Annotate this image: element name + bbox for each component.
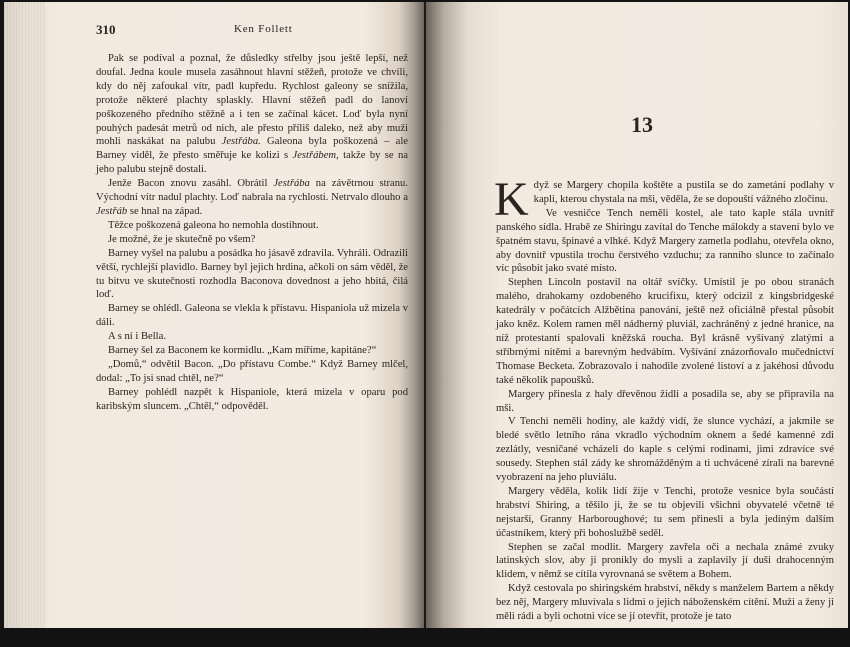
italic-ship-name: Jestřába. bbox=[221, 136, 261, 148]
paragraph bbox=[96, 344, 408, 358]
left-body-text bbox=[96, 52, 408, 414]
text-run: Margery přinesla z haly dřevěnou židli a posadila se, aby se připravila na mši. bbox=[496, 388, 834, 414]
right-body-text bbox=[494, 173, 834, 624]
open-book bbox=[4, 2, 848, 638]
running-head-author: Ken Follett bbox=[234, 23, 293, 35]
paragraph bbox=[496, 485, 834, 541]
text-run: Stephen Lincoln postavil na oltář svíčky. Umístil je po obou stranách malého, drahokamy ozdobeného krucifixu, který odcizil z kingsbridgeské katedrály v počátcích Alžbětina panování, ještě než oficiálně přestal působit jako kněz. Kolem ramen měl nádherný pluviál, zachráněný z jedné hranice, na níž protestanti spalovali kněžská roucha. Byl krásně vyšívaný zlatými a stříbrnými nitěmi a barevným hedvábím. Vyšívání znázorňovalo mučednictví Thomase Becketa. Zobrazovalo i nahodile zvolené listoví a z jakéhosi důvodu také několik papoušků. bbox=[496, 277, 834, 386]
text-run: V Tenchi neměli hodiny, ale každý vidí, že slunce vychází, a jakmile se bledé světlo letního rána vkradlo východním oknem a šedé kamenné zdi zezlátly, vesničané vcházeli do kaple s celými rodinami, jimi zdravíce své sousedy. Stephen stál zády ke shromážděným a ti uchvácené zírali na barevné vyobrazení na jeho pluviálu. bbox=[496, 416, 834, 484]
text-run: dyž se Margery chopila koštěte a pustila se do zametání podlahy v kapli, kterou chystala na mši, věděla, že se dopouští vážného zločinu. bbox=[533, 180, 834, 205]
text-run: Barney pohlédl nazpět k Hispaniole, která mizela v oparu pod karibským sluncem. „Chtěl,“ odpověděl. bbox=[96, 386, 408, 412]
paragraph bbox=[96, 330, 408, 344]
text-run: Je možné, že je skutečně po všem? bbox=[108, 233, 256, 245]
paragraph bbox=[96, 177, 408, 219]
paragraph bbox=[96, 219, 408, 233]
text-run: Barney se ohlédl. Galeona se vlekla k přístavu. Hispaniola už mizela v dáli. bbox=[96, 303, 408, 329]
page-edges bbox=[4, 2, 46, 638]
text-run: Barney šel za Baconem ke kormidlu. „Kam míříme, kapitáne?“ bbox=[108, 345, 377, 357]
bottom-shadow bbox=[0, 628, 850, 647]
text-run: takže by se na jeho palubu stejně dostali. bbox=[96, 150, 408, 176]
paragraph bbox=[96, 247, 408, 303]
paragraph bbox=[96, 386, 408, 414]
text-run: Barney vyšel na palubu a posádka ho jásavě zdravila. Vyhráli. Odrazili větší, rychlejší plavidlo. Barney byl jejich hrdina, ačkoli on sám věděl, že tu bitvu ve skutečnosti rozhodla Baconova dovednost a jeho hbitá, čilá loď. bbox=[96, 247, 408, 301]
paragraph bbox=[96, 233, 408, 247]
drop-cap: K bbox=[494, 173, 529, 226]
text-run: Galeona byla poškozená – ale Barney viděl, že přesto směřuje ke kolizi s bbox=[96, 136, 408, 162]
paragraph bbox=[496, 388, 834, 416]
text-run: Ve vesničce Tench neměli kostel, ale tato kaple stála uvnitř panského sídla. Hrabě ze Shiringu zavítal do Tenche málokdy a stavení bylo ve špatném stavu, špinavé a vlhké. Když Margery zametla podlahu, otevřela okno, aby dovnitř vpustila trochu čerstvého vzduchu; za ranního slunce to začínalo víc působit jako svaté místo. bbox=[496, 207, 834, 275]
paragraph bbox=[96, 302, 408, 330]
paragraph bbox=[496, 207, 834, 277]
text-run: Když cestovala po shiringském hrabství, někdy s manželem Bartem a někdy bez něj, Margery mluvívala s lidmi o jejich náboženském cítění. Muži a ženy ji měli rádi a byli ochotni více se jí otevřít, protože je tato bbox=[496, 583, 834, 623]
text-run: Jenže Bacon znovu zasáhl. Obrátil bbox=[108, 178, 274, 190]
text-run: se hnal na západ. bbox=[127, 205, 203, 217]
paragraph bbox=[496, 276, 834, 387]
paragraph bbox=[96, 52, 408, 177]
page-number: 310 bbox=[96, 22, 116, 37]
text-run: Pak se podíval a poznal, že důsledky střelby jsou ještě lepší, než doufal. Jedna koule musela zasáhnout hlavní stěžeň, protože ve chvíli, kdy do něj zafoukal vítr, padl kupředu. Rychlost galeony se snížila, protože některé plachty splaskly. Hlavní stěžeň padl do lanoví poškozeného předního stěžně a i ten se začínal kácet. Loď byla nyní pouhých padesát metrů od nich, ale přesto příliš daleko, než aby muži mohli naskákat na palubu bbox=[96, 53, 408, 148]
paragraph bbox=[496, 541, 834, 583]
text-run: A s ní i Bella. bbox=[108, 331, 166, 343]
text-run: Stephen se začal modlit. Margery zavřela oči a nechala známé zvuky latinských slov, aby jí pronikly do mysli a zaplavily jí duši drahocenným klidem, v němž se cítila vyrovnaná se světem a Bohem. bbox=[496, 541, 834, 581]
paragraph bbox=[496, 415, 834, 485]
left-page bbox=[4, 2, 424, 638]
text-run: Těžce poškozená galeona ho nemohla dostihnout. bbox=[108, 219, 319, 231]
italic-ship-name: Jestřába bbox=[273, 178, 310, 190]
italic-ship-name: Jestřábem, bbox=[292, 150, 339, 162]
italic-ship-name: Jestřáb bbox=[96, 205, 128, 217]
right-page bbox=[426, 2, 848, 638]
paragraph bbox=[494, 173, 834, 226]
paragraph bbox=[496, 582, 834, 624]
text-run: „Domů,“ odvětil Bacon. „Do přístavu Combe.“ Když Barney mlčel, dodal: „To jsi snad chtěl, ne?“ bbox=[96, 358, 408, 384]
paragraph bbox=[96, 358, 408, 386]
text-run: Margery věděla, kolik lidí žije v Tenchi, protože vesnice byla součástí hrabství Shiring, a těšilo ji, že se tu objevili všichni obyvatelé včetně té nejstarší, Granny Harboroughové; tu sem přinesli a byla jediným dalším účastníkem, který při bohoslužbě seděl. bbox=[496, 485, 834, 539]
chapter-number: 13 bbox=[631, 112, 653, 137]
text-run: na závětrnou stranu. Východní vítr nadul plachty. Loď nabrala na rychlosti. Netrvalo dlouho a bbox=[96, 178, 408, 204]
running-header bbox=[96, 22, 416, 38]
